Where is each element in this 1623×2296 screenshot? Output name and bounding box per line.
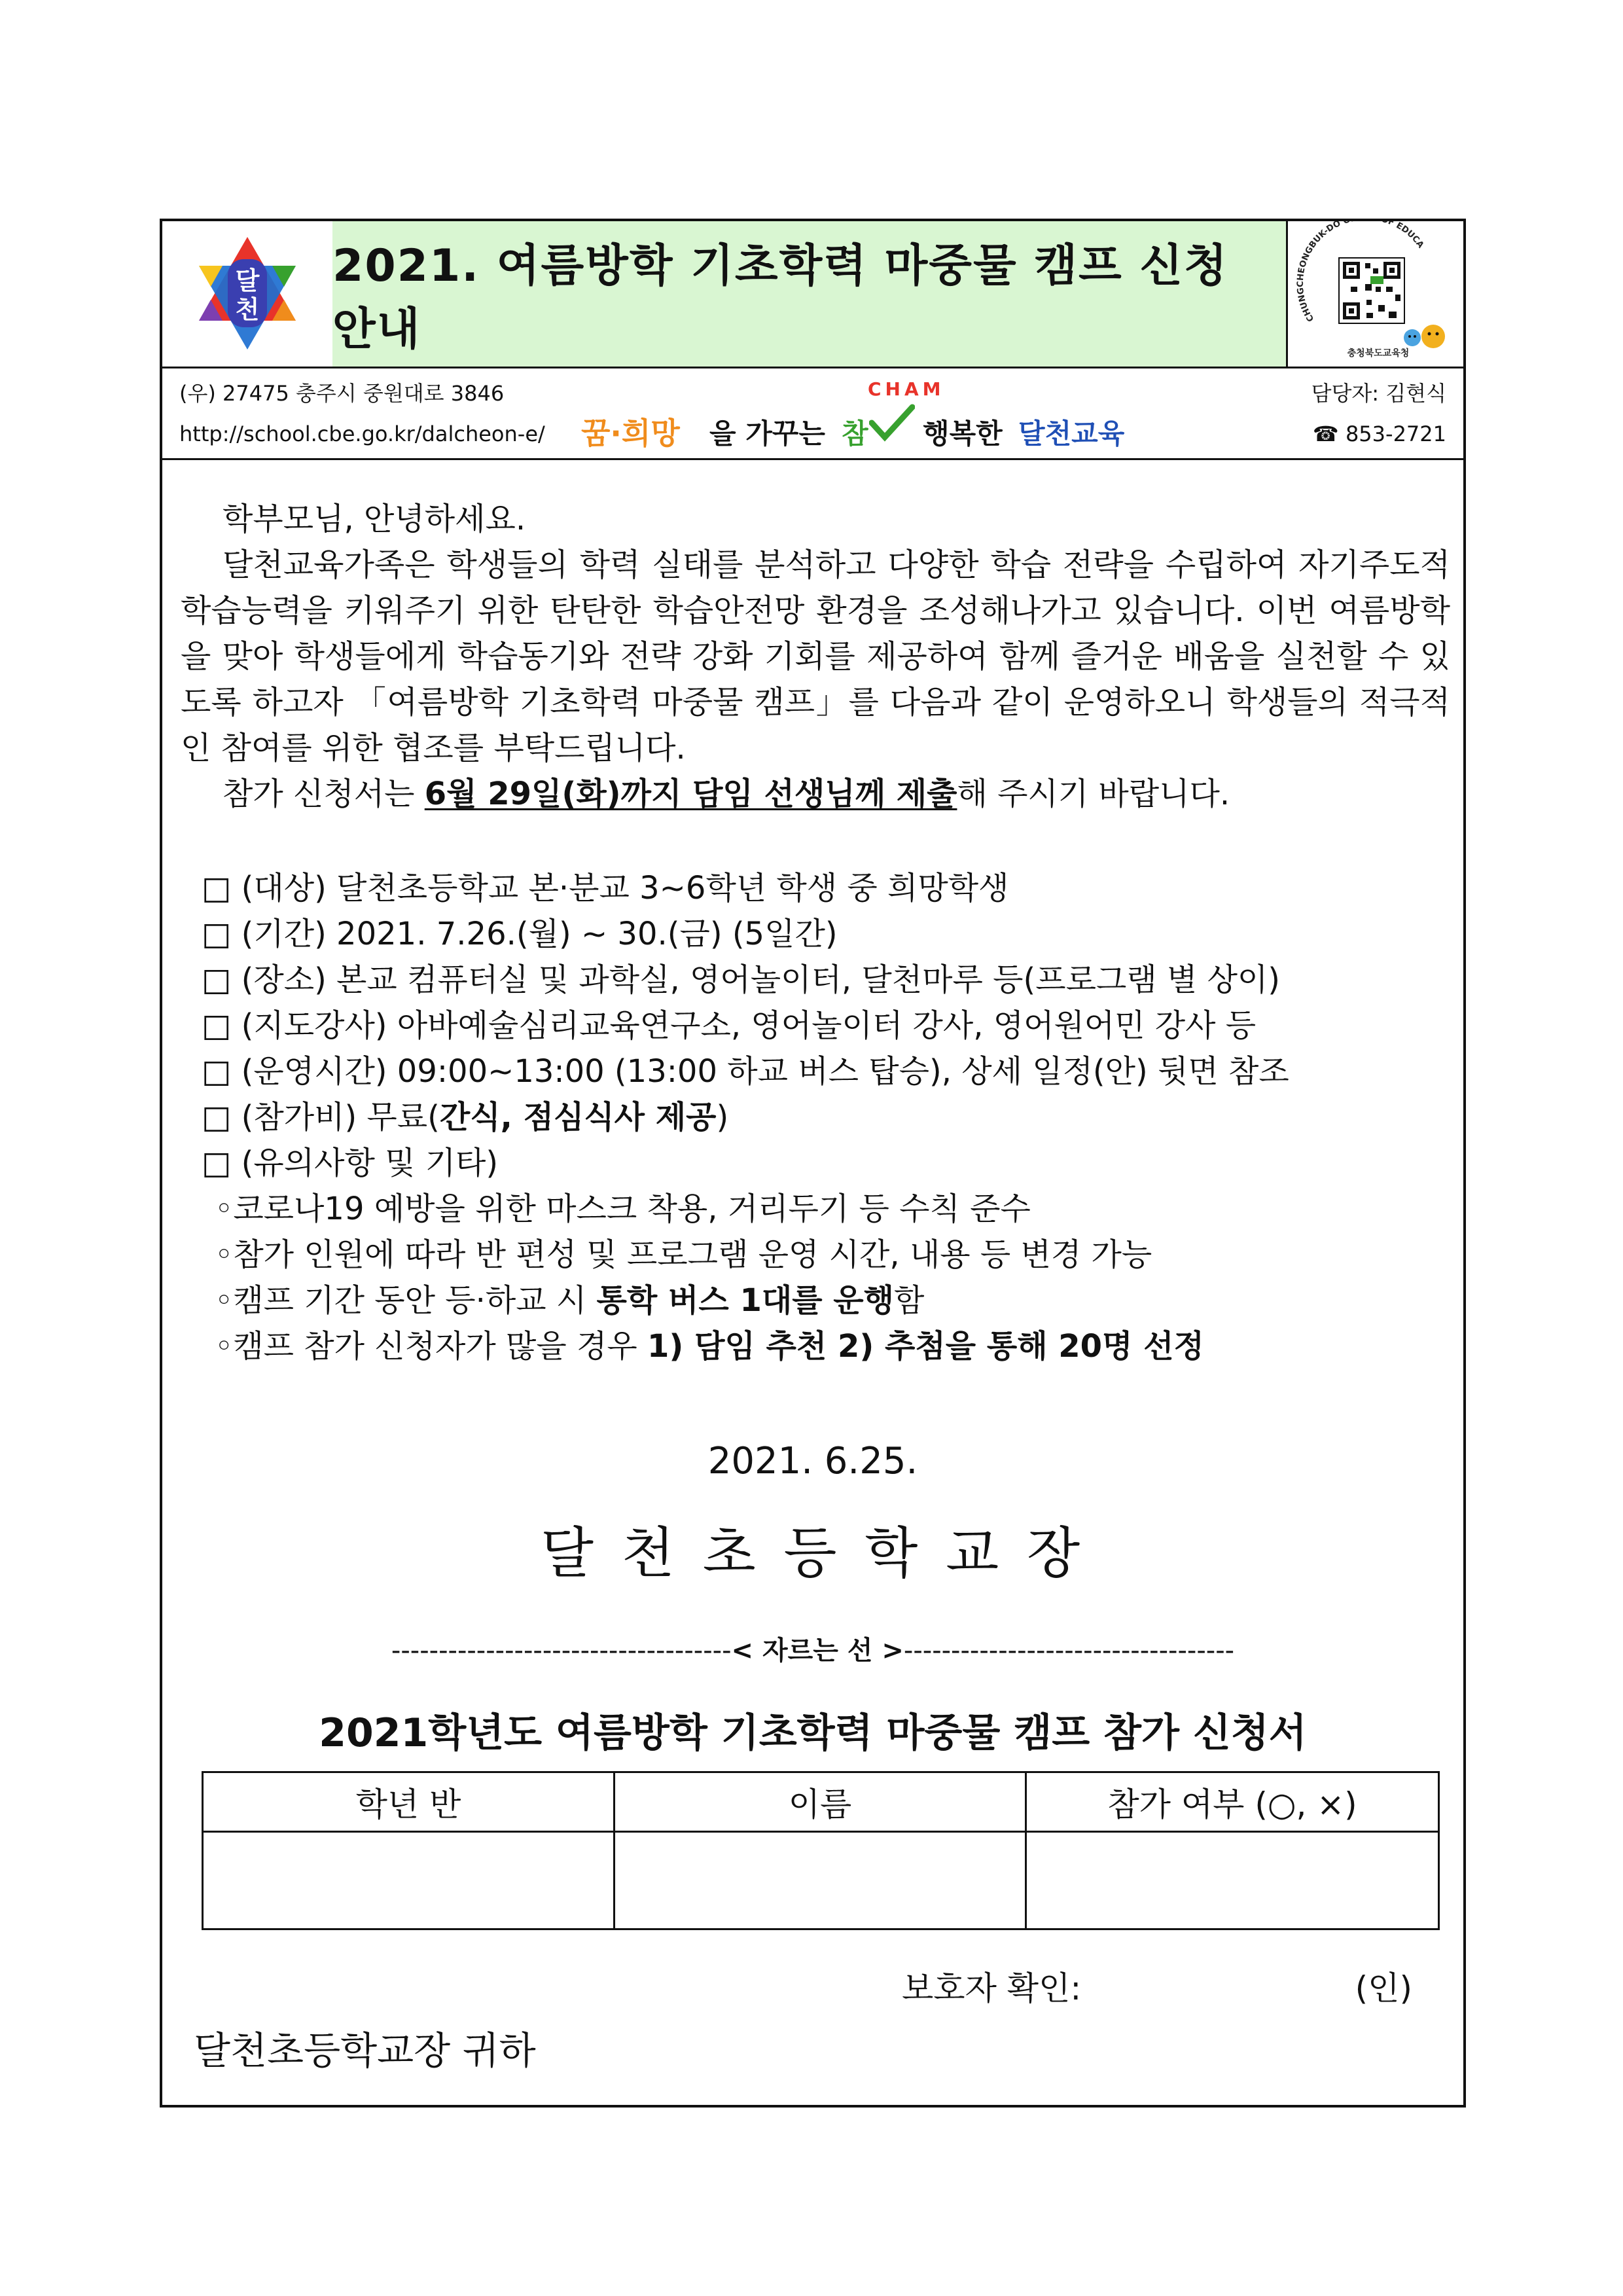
logo-char-2: 천: [235, 295, 260, 324]
cut-line-label: < 자르는 선 >: [731, 1636, 904, 1666]
school-address: (우) 27475 충주시 중원대로 3846: [179, 381, 505, 406]
form-input-row: [203, 1832, 1439, 1929]
item-instructors: □ (지도강사) 아바예술심리교육연구소, 영어놀이터 강사, 영어원어민 강사 등: [202, 1007, 1257, 1044]
principal-signature: 달 천 초 등 학 교 장: [540, 1521, 1086, 1585]
header: [162, 221, 1463, 368]
notice-page: [160, 219, 1466, 2108]
check-mark-icon: [869, 403, 915, 442]
fee-bold: 간식, 점심식사 제공: [439, 1099, 717, 1136]
grade-class-field[interactable]: [203, 1832, 615, 1929]
col-participation: 참가 여부 (○, ×): [1026, 1772, 1439, 1832]
contact-person: 담당자: 김현식: [1311, 381, 1446, 406]
addressee: 달천초등학교장 귀하: [194, 2028, 536, 2073]
application-form-table: [202, 1771, 1440, 1930]
note-mask: ◦코로나19 예방을 위한 마스크 착용, 거리두기 등 수칙 준수: [215, 1191, 1031, 1227]
cut-dashes-right: -----------------------------------: [903, 1636, 1235, 1666]
qr-code-icon: [1339, 258, 1404, 323]
form-title: 2021학년도 여름방학 기초학력 마중물 캠프 참가 신청서: [319, 1710, 1307, 1756]
note-bus-prefix: ◦캠프 기간 동안 등·하교 시: [215, 1282, 597, 1319]
contact-phone: ☎ 853-2721: [1312, 422, 1446, 446]
title-box: [332, 221, 1288, 367]
item-target: □ (대상) 달천초등학교 본·분교 3~6학년 학생 중 희망학생: [202, 870, 1009, 906]
submit-prefix: 참가 신청서는: [223, 776, 425, 812]
greeting: 학부모님, 안녕하세요.: [223, 501, 526, 537]
note-selection-bold: 1) 담임 추천 2) 추첨을 통해 20명 선정: [647, 1328, 1204, 1365]
submit-notice: [181, 771, 1450, 817]
note-bus-bold: 통학 버스 1대를 운행: [596, 1282, 895, 1319]
item-place: □ (장소) 본교 컴퓨터실 및 과학실, 영어놀이터, 달천마루 등(프로그램 별 상이): [202, 961, 1281, 998]
slogan-cham: 참: [842, 418, 868, 450]
note-selection: [215, 1321, 1204, 1366]
fee-suffix: ): [716, 1099, 729, 1136]
logo-char-1: 달: [235, 266, 260, 295]
note-bus-suffix: 함: [894, 1282, 925, 1319]
letter-paragraph: 달천교육가족은 학생들의 학력 실태를 분석하고 다양한 학습 전략을 수립하여 자기주도적 학습능력을 키워주기 위한 탄탄한 학습안전망 환경을 조성해나가고 있습니다. 이번 여름방학을 맞아 학생들에게 학습동기와 전략 강화 기회를 제공하여 함께 즐거운 배움을 실천할 수 있도록 하고자 「여름방학 기초학력 마중물 캠프」를 다음과 같이 운영하오니 학생들의 적극적인 참여를 위한 협조를 부탁드립니다.: [181, 547, 1450, 766]
item-hours: □ (운영시간) 09:00~13:00 (13:00 하교 버스 탑승), 상세 일정(안) 뒷면 참조: [202, 1053, 1289, 1090]
school-url[interactable]: http://school.cbe.go.kr/dalcheon-e/: [179, 422, 545, 446]
note-bus: [215, 1275, 924, 1320]
slogan-text-2: 행복한: [923, 418, 1003, 450]
slogan-text-1: 을 가꾸는: [709, 418, 825, 450]
slogan-cham-latin: CHAM: [868, 378, 945, 400]
page-title: 2021. 여름방학 기초학력 마중물 캠프 신청 안내: [332, 240, 1228, 355]
note-change: ◦참가 인원에 따라 반 편성 및 프로그램 운영 시간, 내용 등 변경 가능: [215, 1236, 1152, 1273]
office-name: 충청북도교육청: [1347, 348, 1410, 359]
slogan-dalcheon-edu: 달천교육: [1018, 418, 1125, 450]
slogan-dream-hope: 꿈·희망: [581, 416, 680, 451]
item-fee: [202, 1092, 728, 1137]
guardian-confirm-label: 보호자 확인:: [902, 1969, 1082, 2007]
school-logo: [162, 221, 334, 367]
participation-field[interactable]: [1026, 1832, 1439, 1929]
note-selection-prefix: ◦캠프 참가 신청자가 많을 경우: [215, 1328, 648, 1365]
item-notes-title: □ (유의사항 및 기타): [202, 1145, 499, 1181]
form-header-row: [203, 1772, 1439, 1832]
item-period: □ (기간) 2021. 7.26.(월) ~ 30.(금) (5일간): [202, 916, 838, 952]
col-grade-class: 학년 반: [203, 1772, 615, 1832]
cut-dashes-left: ------------------------------------: [391, 1636, 732, 1666]
cut-line: [162, 1630, 1463, 1667]
info-band: [162, 367, 1463, 460]
name-field[interactable]: [615, 1832, 1026, 1929]
submit-suffix: 해 주시기 바랍니다.: [957, 776, 1230, 812]
office-emblem: [1286, 221, 1463, 367]
mascot-icon: [1404, 325, 1445, 348]
submit-deadline: 6월 29일(화)까지 담임 선생님께 제출: [424, 776, 957, 812]
seal-mark[interactable]: (인): [1355, 1969, 1412, 2007]
fee-prefix: □ (참가비) 무료(: [202, 1099, 440, 1136]
col-name: 이름: [615, 1772, 1026, 1832]
issue-date: 2021. 6.25.: [707, 1440, 918, 1482]
office-arc-text: CHUNGCHEONGBUK-DO F EDUCA: [1295, 221, 1425, 323]
slogan: [581, 367, 1125, 458]
